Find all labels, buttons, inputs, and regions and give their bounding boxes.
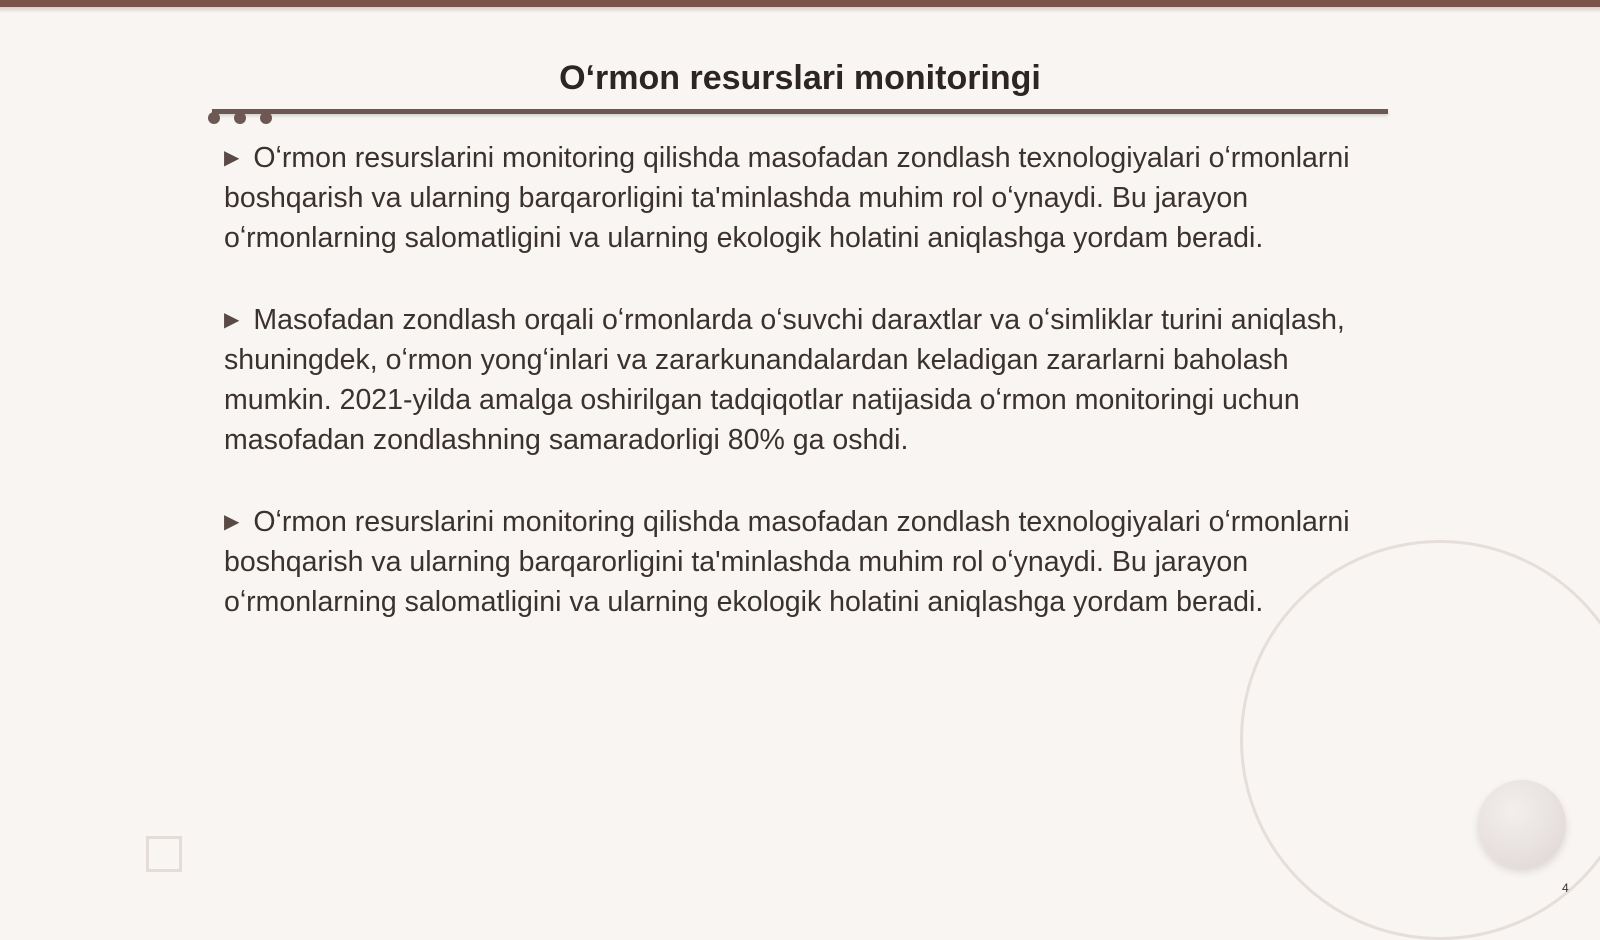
bullet-paragraph [224,300,1374,460]
decorative-sphere [1478,780,1566,868]
underline-dot [208,112,220,124]
bullet-paragraph [224,138,1374,258]
decorative-square [146,836,182,872]
top-accent-bar [0,0,1600,7]
underline-dot [234,112,246,124]
bullet-list [224,138,1374,664]
title-underline [212,109,1388,114]
underline-dot [260,112,272,124]
bullet-text: Oʻrmon resurslarini monitoring qilishda masofadan zondlash texnologiyalari oʻrmonlarni boshqarish va ularning barqarorligini ta'minlashda muhim rol oʻynaydi. Bu jarayon oʻrmonlarning salomatligini va ularning ekologik holatini aniqlashga yordam beradi. [224,142,1350,254]
triangle-bullet-icon: ▶ [224,511,240,533]
page-number: 4 [1562,881,1569,895]
triangle-bullet-icon: ▶ [224,309,240,331]
slide-title: Oʻrmon resurslari monitoringi [559,59,1041,97]
top-accent-shadow [0,7,1600,13]
triangle-bullet-icon: ▶ [224,147,240,169]
bullet-text: Oʻrmon resurslarini monitoring qilishda masofadan zondlash texnologiyalari oʻrmonlarni boshqarish va ularning barqarorligini ta'minlashda muhim rol oʻynaydi. Bu jarayon oʻrmonlarning salomatligini va ularning ekologik holatini aniqlashga yordam beradi. [224,506,1350,618]
bullet-text: Masofadan zondlash orqali oʻrmonlarda oʻsuvchi daraxtlar va oʻsimliklar turini aniqlash, shuningdek, oʻrmon yongʻinlari va zararkunandalardan keladigan zararlarni baholash mumkin. 2021-yilda amalga oshirilgan tadqiqotlar natijasida oʻrmon monitoringi uchun masofadan zondlashning samaradorligi 80% ga oshdi. [224,304,1345,456]
bullet-paragraph [224,502,1374,622]
